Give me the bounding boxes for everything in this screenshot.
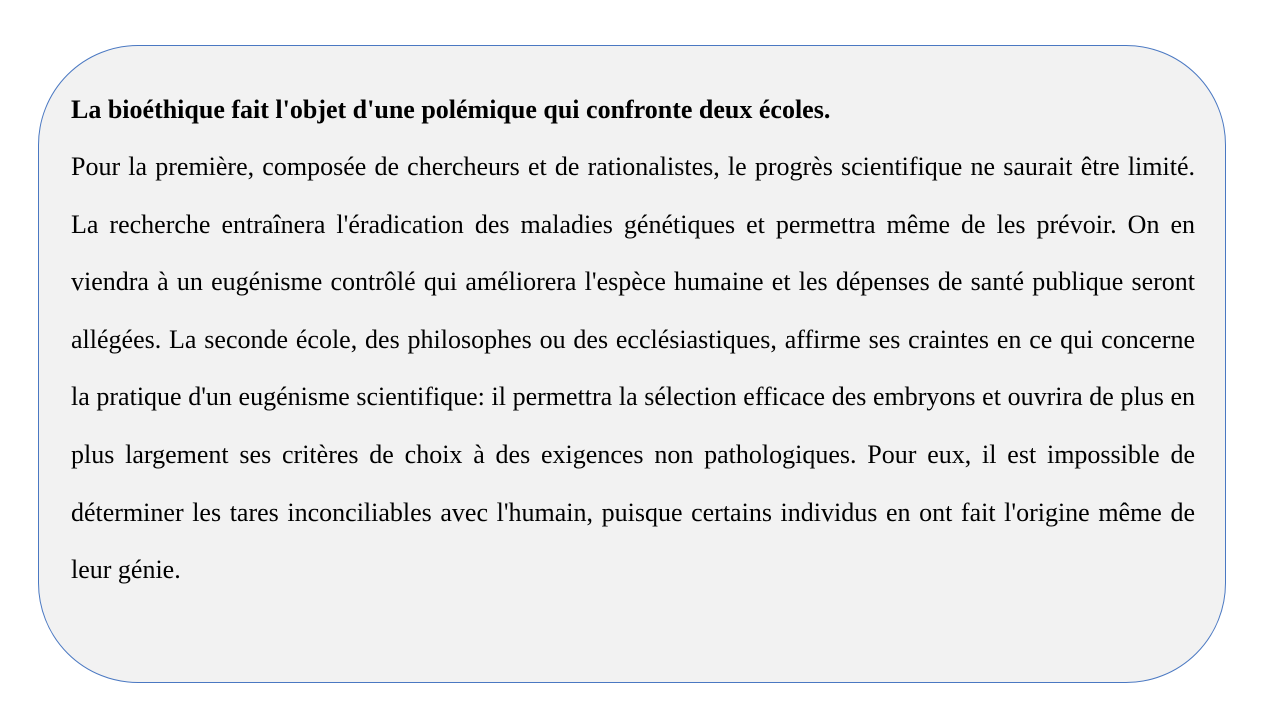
heading: La bioéthique fait l'objet d'une polémique qui confronte deux écoles. [71,95,831,124]
text-box-content [71,86,1195,599]
body-paragraph: Pour la première, composée de chercheurs et de rationalistes, le progrès scientifique ne saurait être limité. La recherche entraînera l'éradication des maladies génétiques et permettra même de les prévoir. On en viendra à un eugénisme contrôlé qui améliorera l'espèce humaine et les dépenses de santé publique seront allégées. La seconde école, des philosophes ou des ecclésiastiques, affirme ses craintes en ce qui concerne la pratique d'un eugénisme scientifique: il permettra la sélection efficace des embryons et ouvrira de plus en plus largement ses critères de choix à des exigences non pathologiques. Pour eux, il est impossible de déterminer les tares inconciliables avec l'humain, puisque certains individus en ont fait l'origine même de leur génie. [71,152,1195,585]
